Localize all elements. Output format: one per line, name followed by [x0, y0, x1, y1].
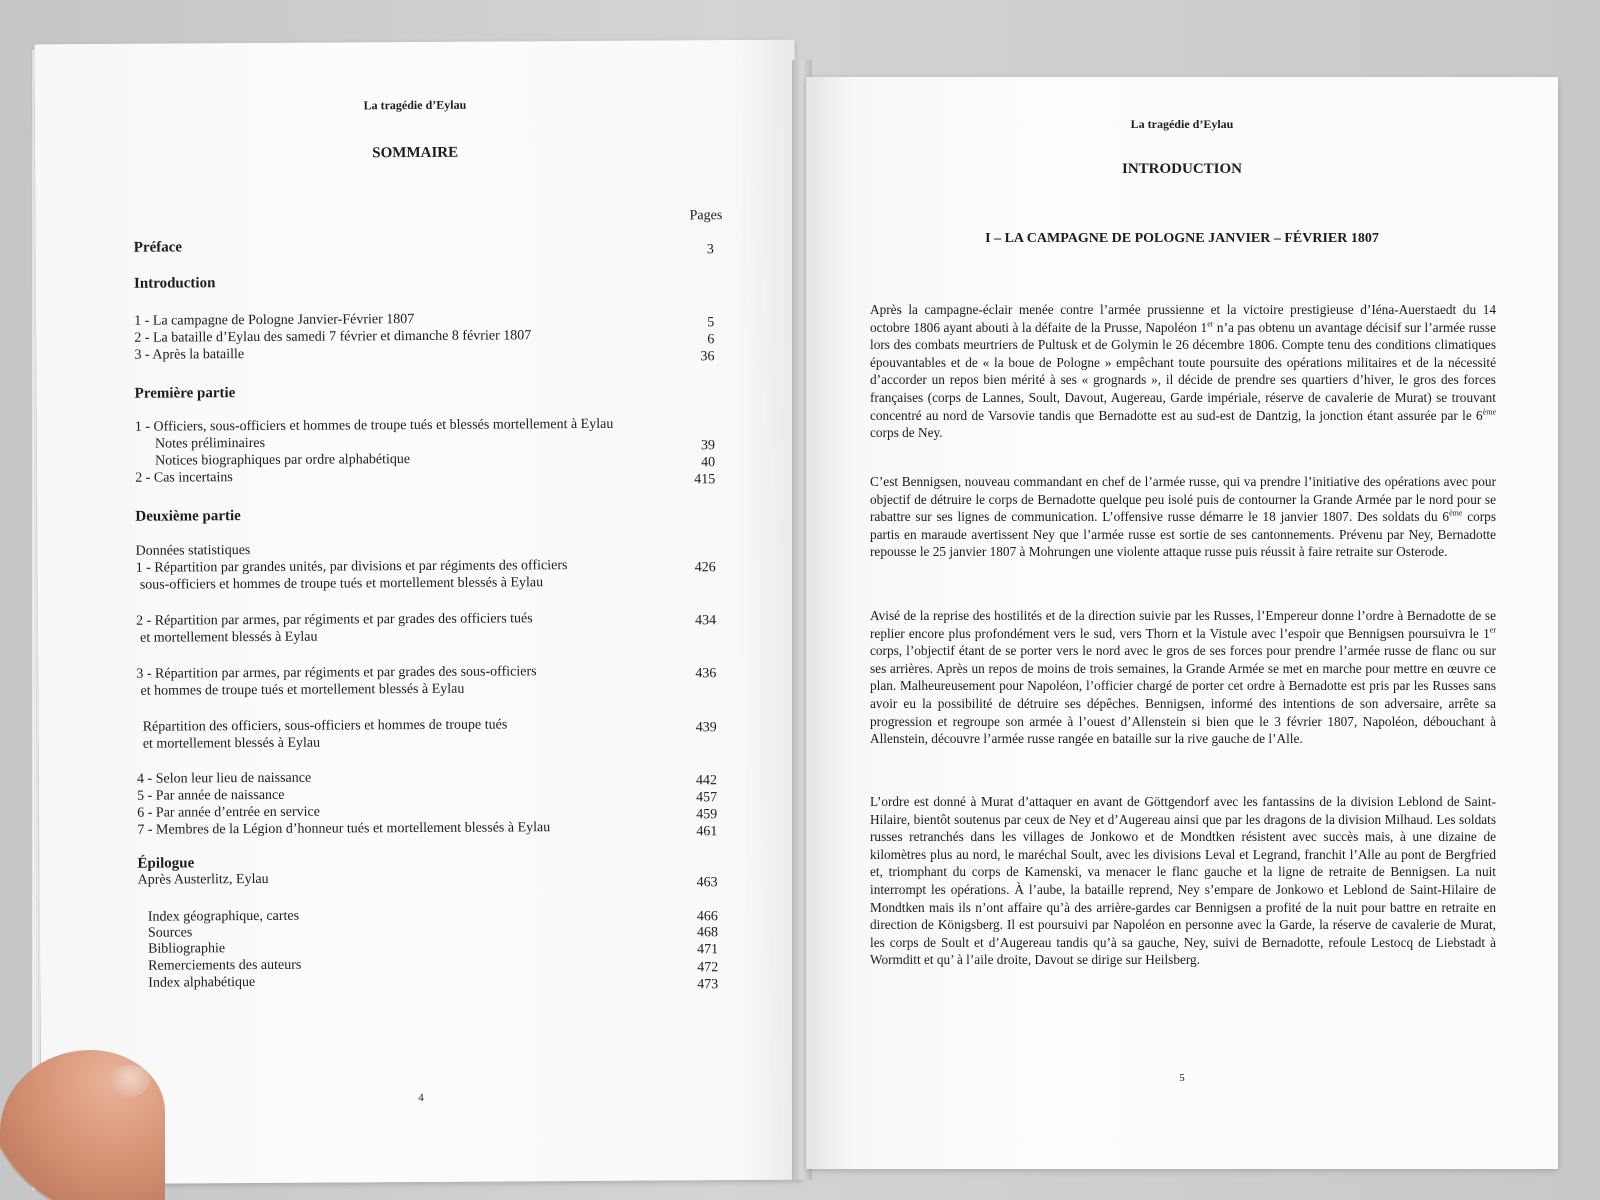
toc-entry: Première partie	[134, 385, 236, 402]
page-title: INTRODUCTION	[1121, 161, 1242, 177]
toc-entry: Deuxième partie	[135, 508, 241, 525]
pages-column-label: Pages	[689, 208, 723, 224]
paragraph: Avisé de la reprise des hostilités et de la direction suivie par les Russes, l’Empereur donne l’ordre à Bernadotte de se replier encore plus profondément vers le sud, vers Thorn et la Vistule avec l’espoir que Bennigsen poursuivra le 1er corps, l’objectif étant de se porter vers le nord avec le gros de ses forces pour prendre l’armée russe de flanc ou sur ses arrières. Après un repos de moins de trois semaines, la Grande Armée se met en marche pour mettre en œuvre ce plan. Malheureusement pour Napoléon, l’officier chargé de porter cet ordre à Bernadotte est pris par les Russes sans avoir eu la possibilité de détruire ses dépêches. Bennigsen, informé des intentions de son adversaire, arrête sa progression et regroupe son armée à l’ouest d’Allenstein si bien que le 3 février 1807, Napoléon, débouchant à Allenstein, découvre l’armée russe rangée en bataille sur la rive gauche de l’Alle.	[870, 608, 1496, 747]
toc-entry: et hommes de troupe tués et mortellement blessés à Eylau	[140, 681, 465, 699]
toc-page-number: 40	[701, 455, 716, 471]
toc-entry: Répartition des officiers, sous-officiers et hommes de troupe tués	[142, 717, 508, 735]
toc-entry: Remerciements des auteurs	[148, 957, 302, 974]
toc-page-number: 466	[696, 909, 718, 925]
toc-page-number: 36	[700, 349, 715, 365]
toc-entry: 1 - Répartition par grandes unités, par divisions et par régiments des officiers	[135, 558, 568, 576]
toc-entry: 6 - Par année d’entrée en service	[137, 804, 320, 821]
toc-entry: Index géographique, cartes	[147, 908, 300, 925]
toc-entry: Épilogue	[137, 855, 195, 872]
paragraph: C’est Bennigsen, nouveau commandant en chef de l’armée russe, qui va prendre l’initiative des opérations avec pour objectif de détruire le corps de Bernadotte quelque peu isolé puis de contourner la Grande Armée par le nord pour se rabattre sur ses lignes de communication. L’offensive russe démarre le 18 janvier 1807. Des soldats du 6ème corps partis en maraude avertissent Ney que l’armée russe est sortie de ses cantonnements. Prévenu par Ney, Bernadotte repousse le 25 janvier 1807 à Mohrungen une violente attaque russe puis réussit à faire retraite sur Osterode.	[870, 474, 1496, 560]
toc-page-number: 5	[707, 315, 715, 331]
toc-entry: Préface	[133, 239, 183, 256]
page-number: 4	[418, 1091, 424, 1105]
paragraph: Après la campagne-éclair menée contre l’armée prussienne et la victoire prestigieuse d’Iéna-Auerstaedt du 14 octobre 1806 ayant abouti à la défaite de la Prusse, Napoléon 1er n’a pas obtenu un avantage décisif sur l’armée russe lors des combats meurtriers de Pultusk et de Golymin le 26 décembre 1806. Compte tenu des conditions climatiques épouvantables et de « la boue de Pologne » empêchant toute poursuite des opérations militaires et de la nécessité d’accorder un repos bien mérité à ses « grognards », il décide de prendre ses quartiers d’hiver, le gros des forces françaises (corps de Lannes, Soult, Davout, Augereau, Garde impériale, réserve de cavalerie de Murat) se trouvant concentré au nord de Varsovie tandis que Bernadotte est au sud-est de Dantzig, la jonction étant assurée par le 6ème corps de Ney.	[870, 302, 1496, 441]
paragraph: L’ordre est donné à Murat d’attaquer en avant de Göttgendorf avec les fantassins de la division Leblond de Saint-Hilaire, bientôt soutenus par ceux de Ney et d’Augereau ainsi que par les dragons de la division Milhaud. Les soldats russes retranchés dans les villages de Jonkowo et de Mondtken résistent avec succès mais, à une dizaine de kilomètres plus au nord, le maréchal Soult, avec les divisions Leval et Legrand, franchit l’Alle au pont de Bergfried et, triomphant du corps de Kamenski, va menacer le flanc gauche et la ligne de retraite de Bennigsen. La nuit interrompt les opérations. À l’aube, la bataille reprend, Ney s’empare de Jonkowo et Leblond de Saint-Hilaire de Mondtken mais ils n’ont affaire qu’à des arrière-gardes car Bennigsen a profité de la nuit pour battre en retraite en direction de Königsberg. Il est poursuivi par Napoléon en personne avec la Garde, la réserve de cavalerie de Murat, les corps de Soult et d’Augereau tandis qu’à sa gauche, Ney, suivi de Bernadotte, refoule Lestocq de Liebstadt à Wormditt et qu’ à l’aile droite, Davout se dirige sur Heilsberg.	[870, 794, 1496, 968]
toc-entry: 7 - Membres de la Légion d’honneur tués et mortellement blessés à Eylau	[137, 820, 551, 838]
toc-entry: Introduction	[133, 275, 216, 292]
toc-entry: Après Austerlitz, Eylau	[137, 871, 269, 888]
page-title: SOMMAIRE	[372, 144, 459, 162]
toc-page-number: 468	[696, 925, 719, 941]
toc-page-number: 472	[697, 960, 719, 976]
toc-entry: 3 - Après la bataille	[134, 347, 245, 363]
toc-entry: sous-officiers et hommes de troupe tués et mortellement blessés à Eylau	[139, 575, 544, 593]
toc-page-number: 426	[694, 560, 716, 576]
right-page	[806, 77, 1558, 1169]
toc-page-number: 463	[696, 875, 718, 891]
toc-entry: Index alphabétique	[148, 975, 256, 991]
toc-entry: et mortellement blessés à Eylau	[140, 629, 318, 646]
toc-entry: 2 - La bataille d’Eylau des samedi 7 février et dimanche 8 février 1807	[134, 328, 532, 346]
running-head: La tragédie d’Eylau	[1130, 117, 1234, 131]
toc-entry: 4 - Selon leur lieu de naissance	[136, 770, 312, 787]
toc-entry: Données statistiques	[135, 543, 251, 559]
toc-page-number: 461	[696, 824, 718, 840]
toc-entry: Sources	[147, 925, 193, 941]
fingernail	[110, 1065, 150, 1097]
toc-page-number: 436	[695, 666, 717, 682]
toc-page-number: 6	[707, 332, 715, 348]
toc-page-number: 457	[696, 790, 718, 806]
page-number: 5	[1179, 1072, 1185, 1084]
section-title: I – LA CAMPAGNE DE POLOGNE JANVIER – FÉVRIER 1807	[985, 231, 1379, 246]
toc-entry: Bibliographie	[148, 941, 226, 957]
toc-page-number: 442	[695, 773, 718, 789]
toc-entry: et mortellement blessés à Eylau	[142, 735, 321, 752]
toc-page-number: 471	[697, 942, 719, 958]
toc-entry: 3 - Répartition par armes, par régiments et par grades des sous-officiers	[136, 664, 537, 682]
toc-entry: Notes préliminaires	[154, 435, 266, 452]
toc-page-number: 434	[695, 613, 717, 629]
toc-entry: 1 - La campagne de Pologne Janvier-Février 1807	[134, 312, 415, 329]
toc-entry: 5 - Par année de naissance	[137, 787, 285, 804]
toc-page-number: 473	[697, 977, 719, 993]
toc-entry: 2 - Répartition par armes, par régiments et par grades des officiers tués	[136, 611, 533, 629]
toc-page-number: 439	[695, 720, 717, 736]
toc-entry: 1 - Officiers, sous-officiers et hommes de troupe tués et blessés mortellement à Eylau	[134, 416, 614, 435]
left-page	[35, 40, 802, 1185]
toc-page-number: 39	[700, 438, 716, 454]
toc-entry: Notices biographiques par ordre alphabétique	[155, 452, 411, 469]
toc-page-number: 415	[694, 472, 716, 488]
toc-entry: 2 - Cas incertains	[135, 470, 233, 486]
toc-page-number: 3	[706, 242, 714, 258]
toc-page-number: 459	[696, 807, 718, 823]
running-head: La tragédie d’Eylau	[363, 97, 467, 113]
